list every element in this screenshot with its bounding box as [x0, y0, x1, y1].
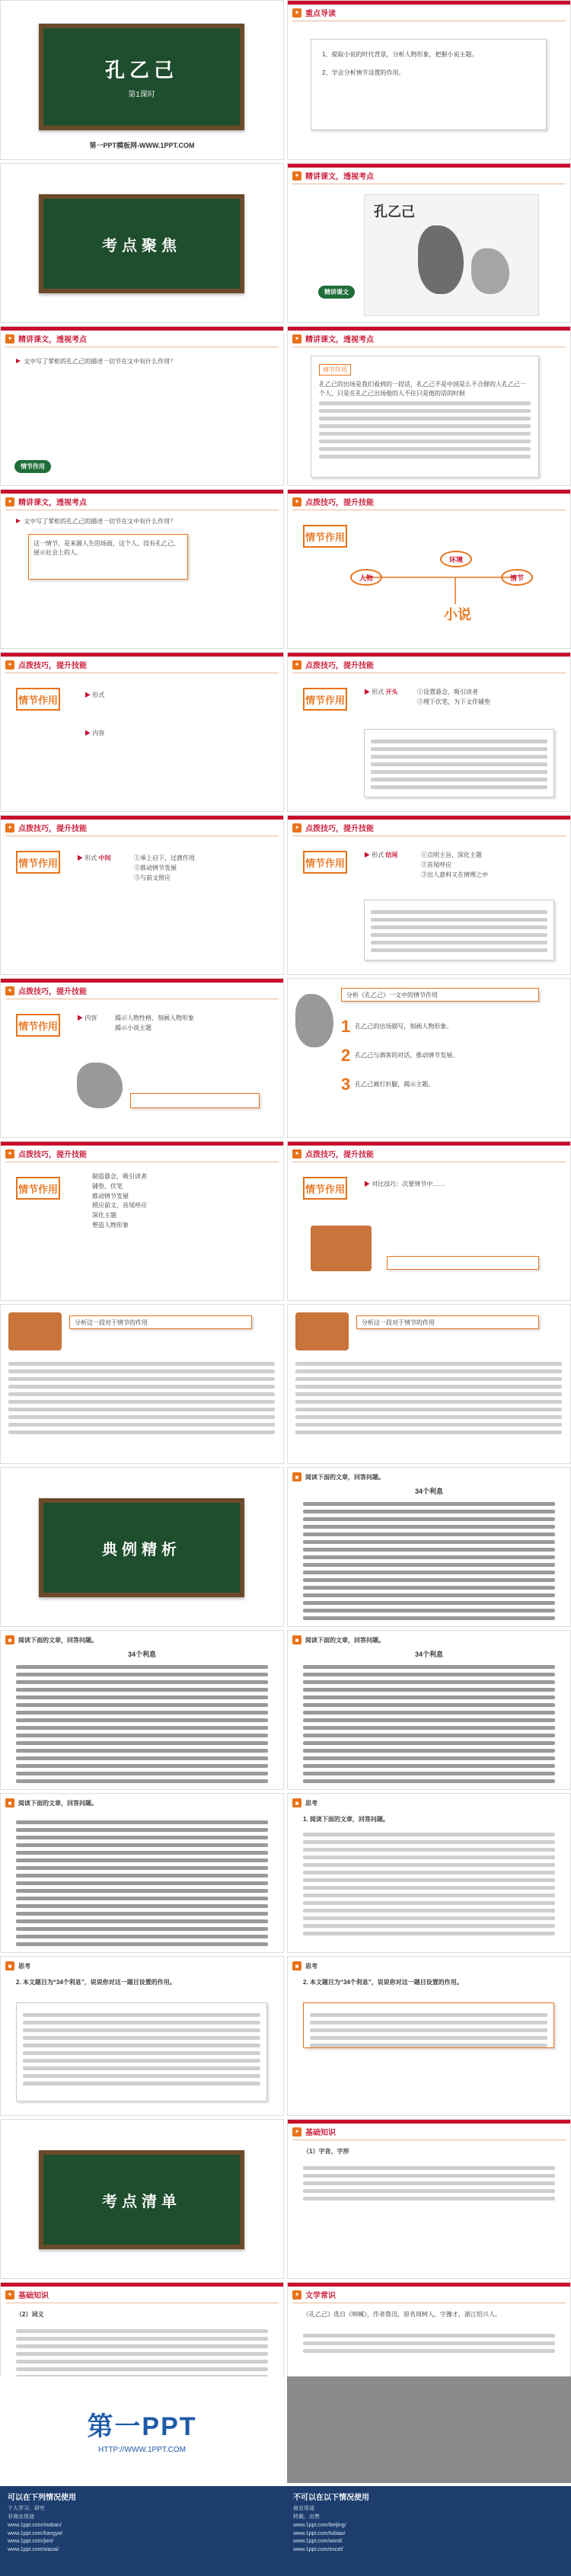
slide-15[interactable]	[0, 1141, 284, 1301]
header-marker-icon: ✦	[5, 1149, 14, 1159]
header-title: 点拨技巧，提升技能	[305, 499, 374, 507]
allowed-title: 可以在下列情况使用	[8, 2494, 76, 2502]
triangle-diagram	[288, 490, 571, 649]
poster-title: 孔乙己	[374, 204, 415, 219]
header-title: 阅读下面的文章，回答问题。	[305, 1636, 384, 1644]
slide-16[interactable]	[287, 1141, 571, 1301]
slide-header	[292, 659, 374, 670]
footer	[0, 2376, 571, 2576]
logo-panel	[0, 2376, 284, 2483]
slide-header	[292, 2126, 336, 2137]
header-title: 文学常识	[305, 2292, 336, 2300]
slide-4[interactable]	[287, 163, 571, 323]
header-title: 点拨技巧，提升技能	[305, 825, 374, 833]
header-marker-icon: ✦	[5, 660, 14, 670]
header-marker-icon: ✦	[5, 334, 14, 344]
section-title: 考点聚焦	[102, 237, 181, 254]
top-stripe	[1, 979, 283, 983]
top-stripe	[288, 1, 570, 5]
forbidden-title: 不可以在以下情况使用	[293, 2494, 369, 2502]
article-lines	[16, 1661, 268, 1787]
header-marker-icon: ✦	[5, 823, 14, 833]
answer-lines	[8, 1358, 275, 1438]
slide-12[interactable]	[287, 815, 571, 975]
tree-items: 揭示人物性格、刻画人物形象 揭示小说主题	[115, 1015, 194, 1031]
slide-header	[5, 1961, 30, 1970]
node-plot: 情节	[501, 569, 533, 586]
figure-ink	[471, 248, 509, 294]
section-title: 考点清单	[102, 2193, 181, 2210]
sub-title: （1）字音、字形	[303, 2148, 349, 2155]
center-label: 小说	[444, 607, 471, 622]
header-marker-icon: ■	[5, 1961, 14, 1970]
slide-2[interactable]	[287, 0, 571, 160]
question-text: 文中写了掌柜的孔乙己的描述一切节在文中有什么作用？	[24, 518, 177, 525]
sub-title: （2）词义	[16, 2311, 44, 2318]
top-stripe	[288, 327, 570, 331]
header-title: 精讲课文，透视考点	[18, 499, 87, 507]
slide-header	[292, 333, 374, 344]
answer-list: 1 孔乙己的出场描写，刻画人物形象。 2 孔乙己与酒客的对话，推动情节发展。 3 孔乙己被打折腿，揭示主题。	[341, 1017, 459, 1094]
question-card: 分析这一段对于情节的作用	[69, 1315, 252, 1329]
slide-5[interactable]	[0, 326, 284, 486]
num-3: 3	[341, 1075, 351, 1094]
article-title: 34个利息	[127, 1651, 156, 1658]
header-title: 阅读下面的文章，回答问题。	[305, 1473, 384, 1481]
article-lines	[303, 1498, 555, 1624]
slide-11[interactable]	[0, 815, 284, 975]
tree-b: ▶ 内容	[85, 730, 105, 737]
header-title: 精讲课文，透视考点	[305, 336, 374, 344]
header-title: 点拨技巧，提升技能	[305, 1151, 374, 1159]
slide-header	[5, 496, 87, 507]
card-text: 孔乙己的出场是我们看到的一段话，孔乙己不是中国是么不合群的人孔乙己一个人，只是在孔乙己出场他的人不住只是他的话的时候	[319, 381, 526, 397]
slide-18[interactable]	[287, 1304, 571, 1464]
illustration	[8, 1312, 62, 1350]
slide-header	[5, 1148, 87, 1159]
figure-ink	[295, 994, 333, 1047]
article-title: 34个利息	[414, 1651, 443, 1658]
slide-26[interactable]	[287, 1956, 571, 2116]
question-text: 文中写了掌柜的孔乙己的描述一切节在文中有什么作用？	[24, 358, 177, 365]
question-row	[16, 357, 267, 366]
badge-label: 情节作用	[303, 688, 347, 711]
tree-form: ▶ 形式 开头	[364, 689, 398, 695]
header-marker-icon: ✦	[5, 2290, 14, 2300]
header-marker-icon: ■	[5, 1635, 14, 1644]
function-list: 制造悬念，吸引读者 铺垫、伏笔 推动情节发展 照应前文，首尾呼应 深化主题 塑造人物形象	[92, 1173, 147, 1229]
section-blackboard	[39, 2150, 244, 2249]
top-stripe	[288, 816, 570, 820]
slide-header	[292, 1798, 317, 1807]
header-marker-icon: ■	[292, 1472, 301, 1481]
question-text: 2. 本文题目为“34个利息”，说说你对这一题目设置的作用。	[303, 1979, 463, 1986]
figure-ink	[418, 225, 464, 294]
slide-1[interactable]	[0, 0, 284, 160]
quote-card	[364, 729, 554, 797]
answer-card	[303, 2002, 554, 2048]
header-marker-icon: ✦	[5, 497, 14, 507]
brand-url[interactable]: HTTP://WWW.1PPT.COM	[98, 2446, 186, 2454]
literature-lines	[303, 2330, 555, 2357]
slide-header	[5, 985, 87, 996]
top-stripe	[1, 1142, 283, 1146]
tree-form: ▶ 形式 中间	[77, 855, 111, 861]
top-stripe	[288, 653, 570, 657]
slide-header	[5, 1635, 97, 1644]
header-title: 点拨技巧，提升技能	[18, 825, 87, 833]
slide-header	[5, 822, 87, 833]
top-stripe	[1, 327, 283, 331]
question-card: 分析《孔乙己》一文中的情节作用	[341, 988, 539, 1002]
question-text: 2. 本文题目为“34个利息”，说说你对这一题目设置的作用。	[16, 1979, 176, 1986]
slide-header	[292, 170, 374, 181]
header-marker-icon: ✦	[292, 497, 301, 507]
caption-card	[130, 1093, 260, 1108]
title-blackboard	[39, 24, 244, 130]
node-setting: 环境	[440, 551, 472, 567]
tree-items: ①点明主旨，深化主题 ②首尾呼应 ③出人意料又在情理之中	[421, 852, 488, 878]
lesson-title: 孔乙己	[104, 59, 178, 81]
note-card	[28, 534, 188, 580]
header-marker-icon: ■	[292, 1961, 301, 1970]
pill-label: 精讲课文	[318, 286, 355, 299]
header-title: 思考	[305, 1799, 317, 1807]
section-blackboard	[39, 194, 244, 293]
slide-9[interactable]	[0, 652, 284, 812]
slide-24[interactable]	[287, 1793, 571, 1953]
gray-panel	[287, 2376, 571, 2483]
reading-card	[311, 39, 547, 130]
tree-form: ▶ 形式 结尾	[364, 852, 398, 858]
header-marker-icon: ■	[5, 1798, 14, 1807]
quote-card	[364, 900, 554, 960]
header-marker-icon: ✦	[292, 8, 301, 18]
header-title: 重点导读	[305, 10, 336, 18]
note-text: 这一情节，是来源人生的场面，这个人。没有孔乙己，展示社会上的人。	[33, 540, 180, 556]
slide-header	[292, 1961, 317, 1970]
header-title: 点拨技巧，提升技能	[18, 662, 87, 670]
top-stripe	[288, 2120, 570, 2124]
badge-label: 情节作用	[303, 851, 347, 874]
brand-logo: 第一PPT	[87, 2412, 197, 2441]
badge-label: 情节作用	[16, 1177, 60, 1200]
top-stripe	[288, 1142, 570, 1146]
slide-27[interactable]	[0, 2119, 284, 2279]
vocab-lines	[303, 2162, 555, 2204]
caption-card	[387, 1256, 539, 1270]
header-marker-icon: ✦	[292, 823, 301, 833]
slide-22[interactable]	[287, 1630, 571, 1790]
illustration	[295, 1312, 349, 1350]
header-marker-icon: ✦	[292, 660, 301, 670]
tree-items: ①承上启下，过渡作用 ②推动情节发展 ③与前文照应	[134, 855, 195, 881]
header-marker-icon: ✦	[292, 1149, 301, 1159]
tree-row: ▶ 对比技巧：次要情节中……	[364, 1181, 445, 1187]
lesson-subtitle: 第1课时	[128, 91, 155, 99]
article-lines	[303, 1661, 555, 1787]
slide-header	[5, 2289, 49, 2300]
header-title: 点拨技巧，提升技能	[305, 662, 374, 670]
top-stripe	[1, 490, 283, 494]
num-1: 1	[341, 1017, 351, 1036]
badge-label: 情节作用	[16, 851, 60, 874]
slide-header	[292, 1472, 384, 1481]
header-title: 阅读下面的文章，回答问题。	[18, 1636, 97, 1644]
tag-label: 情节作用	[319, 364, 351, 376]
header-marker-icon: ✦	[292, 2290, 301, 2300]
header-title: 思考	[305, 1962, 317, 1970]
slide-20[interactable]	[287, 1467, 571, 1627]
tree-content: ▶ 内容	[77, 1015, 97, 1021]
header-title: 思考	[18, 1962, 30, 1970]
slide-28[interactable]	[287, 2119, 571, 2279]
header-title: 阅读下面的文章，回答问题。	[18, 1799, 97, 1807]
pill-label: 情节作用	[14, 460, 51, 473]
top-stripe	[288, 2283, 570, 2287]
slide-header	[292, 2289, 336, 2300]
top-stripe	[1, 653, 283, 657]
header-marker-icon: ✦	[292, 2127, 301, 2137]
slide-19[interactable]	[0, 1467, 284, 1627]
slide-14[interactable]	[287, 978, 571, 1138]
section-title: 典例精析	[102, 1541, 181, 1558]
literature-text: 《孔乙己》选自《呐喊》，作者鲁迅，原名周树人，字豫才，浙江绍兴人。	[303, 2311, 501, 2318]
ink-painting	[364, 194, 539, 316]
arrow-icon: ▶	[16, 357, 21, 364]
slide-header	[5, 1798, 97, 1807]
slide-header	[292, 1148, 374, 1159]
slide-7[interactable]	[0, 489, 284, 649]
usage-links	[0, 2486, 571, 2576]
slide-header	[292, 822, 374, 833]
slide-17[interactable]	[0, 1304, 284, 1464]
num-2: 2	[341, 1046, 351, 1065]
slide-header	[5, 659, 87, 670]
slide-13[interactable]	[0, 978, 284, 1138]
header-title: 精讲课文，透视考点	[18, 336, 87, 344]
text-card	[311, 356, 539, 478]
slide-23[interactable]	[0, 1793, 284, 1953]
top-stripe	[1, 2283, 283, 2287]
header-marker-icon: ✦	[5, 986, 14, 996]
node-character: 人物	[350, 569, 382, 586]
answer-card	[16, 2002, 267, 2101]
slide-header	[292, 1635, 384, 1644]
slide-header	[5, 333, 87, 344]
goal-1: 1、提取小说的时代背景，分析人物形象，把握小说主题。	[322, 51, 478, 58]
tree-a: ▶ 形式	[85, 692, 105, 698]
question-card: 分析这一段对于情节的作用	[356, 1315, 539, 1329]
allowed-column: 可以在下列情况使用 个人学习、研究 非商业用途 www.1ppt.com/moban/ www.1ppt.com/hangye/ www.1ppt.com/jieri/ www.1ppt.com/xiazai/	[0, 2486, 286, 2576]
forbidden-column: 不可以在以下情况使用 商业用途 转载、出售 www.1ppt.com/beijing/ www.1ppt.com/tubiao/ www.1ppt.com/word/ www.1ppt.com/excel/	[286, 2486, 571, 2576]
article-lines	[16, 1817, 268, 1950]
slide-10[interactable]	[287, 652, 571, 812]
header-title: 精讲课文，透视考点	[305, 173, 374, 181]
illustration	[311, 1226, 372, 1271]
goal-2: 2、学会分析情节设置的作用。	[322, 69, 405, 76]
top-stripe	[288, 164, 570, 168]
badge-label: 情节作用	[303, 525, 347, 548]
article-title: 34个利息	[414, 1488, 443, 1495]
slide-6[interactable]	[287, 326, 571, 486]
question-row	[16, 517, 267, 526]
slide-8[interactable]	[287, 489, 571, 649]
slide-header	[292, 7, 336, 18]
answer-lines	[295, 1358, 562, 1438]
answer-lines	[303, 1829, 555, 1939]
top-stripe	[1, 816, 283, 820]
question-text: 1. 阅读下面的文章，回答问题。	[303, 1816, 389, 1823]
badge-label: 情节作用	[16, 1014, 60, 1037]
header-marker-icon: ■	[292, 1635, 301, 1644]
header-marker-icon: ✦	[292, 334, 301, 344]
tree-items: ①设置悬念，吸引读者 ②埋下伏笔，为下文作铺垫	[417, 689, 490, 705]
figure-ink	[77, 1063, 123, 1108]
badge-label: 情节作用	[303, 1177, 347, 1200]
header-title: 点拨技巧，提升技能	[18, 988, 87, 996]
section-blackboard	[39, 1498, 244, 1597]
slide-25[interactable]	[0, 1956, 284, 2116]
badge-label: 情节作用	[16, 688, 60, 711]
header-marker-icon: ✦	[292, 171, 301, 181]
header-title: 点拨技巧，提升技能	[18, 1151, 87, 1159]
arrow-icon: ▶	[16, 517, 21, 524]
slide-3[interactable]	[0, 163, 284, 323]
slide-21[interactable]	[0, 1630, 284, 1790]
header-title: 基础知识	[305, 2129, 336, 2137]
header-title: 基础知识	[18, 2292, 49, 2300]
site-label: 第一PPT模板网-WWW.1PPT.COM	[89, 142, 195, 149]
header-marker-icon: ■	[292, 1798, 301, 1807]
